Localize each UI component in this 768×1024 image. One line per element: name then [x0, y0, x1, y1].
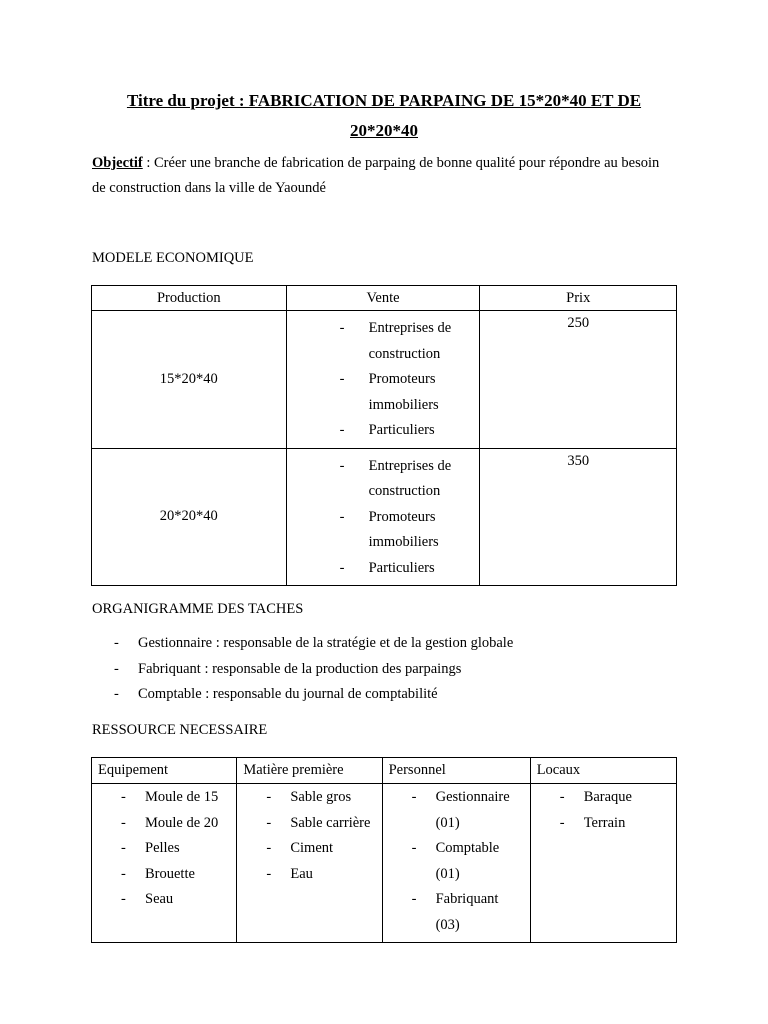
- organigramme-list: [92, 631, 513, 708]
- list-item: - Fabriquant (03): [411, 891, 499, 933]
- list-item: - Comptable : responsable du journal de comptabilité: [114, 686, 438, 702]
- locaux-item-text: Baraque: [583, 789, 632, 805]
- matiere-item-text: Sable gros: [290, 789, 352, 805]
- production-cell: 15*20*40: [92, 311, 287, 449]
- list-item: - Terrain: [559, 814, 626, 831]
- matiere-item-text: Ciment: [290, 840, 334, 856]
- list-item: - Moule de 20: [121, 814, 219, 831]
- list-item: - Sable carrière: [266, 814, 371, 831]
- header-personnel: Personnel: [382, 758, 530, 784]
- title-line-2: 20*20*40: [350, 121, 418, 140]
- vente-cell: [286, 311, 480, 449]
- header-vente: Vente: [286, 286, 480, 311]
- list-item: - Baraque: [559, 789, 632, 805]
- task-text: Gestionnaire : responsable de la stratégie et de la gestion globale: [138, 635, 514, 651]
- list-item: - Entreprises de construction: [339, 320, 452, 362]
- list-item: - Entreprises de construction: [339, 457, 452, 499]
- equipement-item-text: Seau: [145, 891, 174, 907]
- table-row: [92, 448, 677, 586]
- modele-economique-table: [91, 285, 677, 586]
- list-item: - Gestionnaire : responsable de la stratégie et de la gestion globale: [114, 635, 514, 651]
- table-row: [92, 311, 677, 449]
- list-item: - Pelles: [121, 840, 180, 856]
- title-line-1: Titre du projet : FABRICATION DE PARPAING DE 15*20*40 ET DE: [126, 91, 642, 110]
- vente-item-text: Entreprises de construction: [368, 457, 452, 499]
- equipement-item-text: Moule de 15: [145, 789, 219, 805]
- equipement-item-text: Brouette: [145, 865, 195, 882]
- page-title: [92, 86, 676, 146]
- list-item: - Seau: [121, 891, 174, 907]
- ressource-table: [91, 757, 677, 943]
- prix-cell: 350: [480, 448, 677, 586]
- objectif-paragraph: [92, 151, 676, 201]
- equipement-cell: [92, 784, 237, 943]
- matiere-item-text: Sable carrière: [290, 814, 371, 831]
- vente-item-text: Promoteurs immobiliers: [368, 371, 439, 413]
- list-item: - Particuliers: [339, 422, 435, 438]
- matiere-cell: [237, 784, 382, 943]
- equipement-item-text: Pelles: [145, 840, 180, 856]
- locaux-item-text: Terrain: [583, 814, 626, 831]
- objectif-label: Objectif: [92, 155, 143, 171]
- organigramme-heading: ORGANIGRAMME DES TACHES: [92, 601, 304, 617]
- table-header-row: [92, 286, 677, 311]
- personnel-cell: [382, 784, 530, 943]
- modele-heading: MODELE ECONOMIQUE: [92, 250, 254, 266]
- header-prix: Prix: [480, 286, 677, 311]
- list-item: - Moule de 15: [121, 789, 219, 805]
- header-locaux: Locaux: [530, 758, 676, 784]
- list-item: - Fabriquant : responsable de la production des parpaings: [114, 660, 462, 677]
- vente-cell: [286, 448, 480, 586]
- locaux-cell: [530, 784, 676, 943]
- header-equipement: Equipement: [92, 758, 237, 784]
- list-item: - Comptable (01): [411, 840, 500, 882]
- task-text: Fabriquant : responsable de la production des parpaings: [138, 660, 462, 677]
- equipement-item-text: Moule de 20: [145, 814, 219, 831]
- list-item: - Promoteurs immobiliers: [339, 371, 439, 413]
- objectif-text: : Créer une branche de fabrication de parpaing de bonne qualité pour répondre au besoin de construction dans la ville de Yaoundé: [92, 155, 660, 196]
- list-item: - Promoteurs immobiliers: [339, 508, 439, 550]
- list-item: - Particuliers: [339, 559, 435, 576]
- header-matiere: Matière première: [237, 758, 382, 784]
- personnel-item-text: Fabriquant (03): [435, 891, 499, 933]
- table-row: [92, 784, 677, 943]
- list-item: - Eau: [266, 865, 313, 882]
- vente-item-text: Entreprises de construction: [368, 320, 452, 362]
- matiere-item-text: Eau: [290, 865, 313, 882]
- vente-item-text: Particuliers: [368, 422, 435, 438]
- list-item: - Ciment: [266, 840, 334, 856]
- list-item: - Sable gros: [266, 789, 352, 805]
- personnel-item-text: Gestionnaire (01): [435, 789, 510, 831]
- vente-item-text: Particuliers: [368, 559, 435, 576]
- list-item: - Brouette: [121, 865, 195, 882]
- prix-cell: 250: [480, 311, 677, 449]
- header-production: Production: [92, 286, 287, 311]
- task-text: Comptable : responsable du journal de comptabilité: [138, 686, 438, 702]
- list-item: - Gestionnaire (01): [411, 789, 510, 831]
- table-header-row: [92, 758, 677, 784]
- production-cell: 20*20*40: [92, 448, 287, 586]
- ressource-heading: RESSOURCE NECESSAIRE: [92, 722, 268, 738]
- vente-item-text: Promoteurs immobiliers: [368, 508, 439, 550]
- personnel-item-text: Comptable (01): [435, 840, 500, 882]
